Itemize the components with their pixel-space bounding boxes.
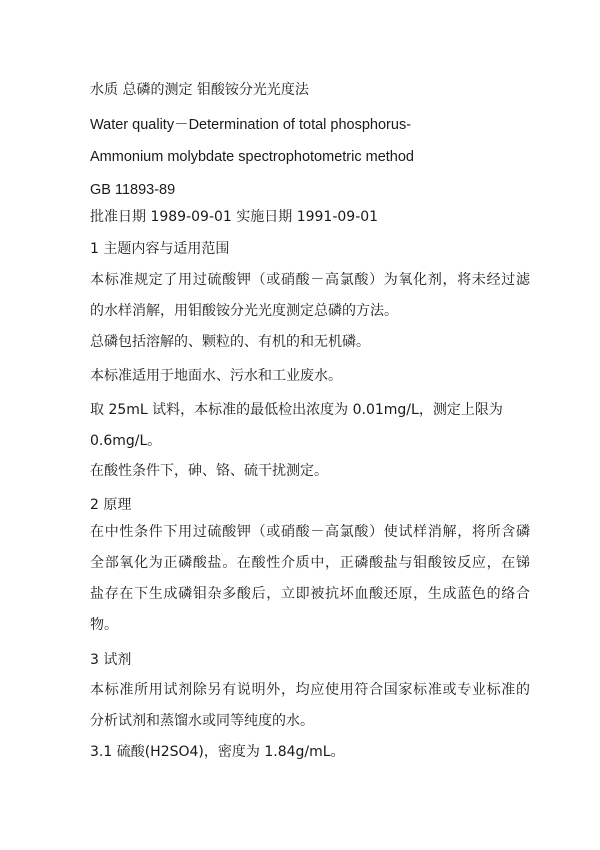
section-1-line-3: 总磷包括溶解的、颗粒的、有机的和无机磷。 [90,334,370,350]
section-1-line-5: 取 25mL 试料，本标准的最低检出浓度为 0.01mg/L，测定上限为 [90,402,503,418]
title-en-line-2: Ammonium molybdate spectrophotometric method [90,149,414,165]
section-3-line-3: 3.1 硫酸(H2SO4)，密度为 1.84g/mL。 [90,744,345,760]
section-1-line-4: 本标准适用于地面水、污水和工业废水。 [90,368,342,384]
section-2-line-1: 在中性条件下用过硫酸钾（或硝酸－高氯酸）使试样消解，将所含磷 [90,524,530,540]
approval-dates: 批准日期 1989-09-01 实施日期 1991-09-01 [90,209,379,225]
section-1-line-1: 本标准规定了用过硫酸钾（或硝酸－高氯酸）为氧化剂，将未经过滤 [90,272,530,288]
section-2-line-2: 全部氧化为正磷酸盐。在酸性介质中，正磷酸盐与钼酸铵反应，在锑 [90,555,530,571]
title-en-line-1: Water quality－Determination of total phosphorus- [90,117,412,133]
section-1-line-2: 的水样消解，用钼酸铵分光光度测定总磷的方法。 [90,303,398,319]
section-3-line-2: 分析试剂和蒸馏水或同等纯度的水。 [90,713,314,729]
section-3-line-1: 本标准所用试剂除另有说明外，均应使用符合国家标准或专业标准的 [90,682,530,698]
section-heading-1: 1 主题内容与适用范围 [90,241,230,257]
section-heading-2: 2 原理 [90,497,132,513]
section-1-line-7: 在酸性条件下，砷、铬、硫干扰测定。 [90,463,328,479]
section-heading-3: 3 试剂 [90,652,132,668]
section-1-line-6: 0.6mg/L。 [90,433,162,449]
title-cn: 水质 总磷的测定 钼酸铵分光光度法 [90,82,309,98]
section-2-line-4: 物。 [90,617,118,633]
section-2-line-3: 盐存在下生成磷钼杂多酸后，立即被抗坏血酸还原，生成蓝色的络合 [90,586,530,602]
standard-number: GB 11893-89 [90,182,176,198]
